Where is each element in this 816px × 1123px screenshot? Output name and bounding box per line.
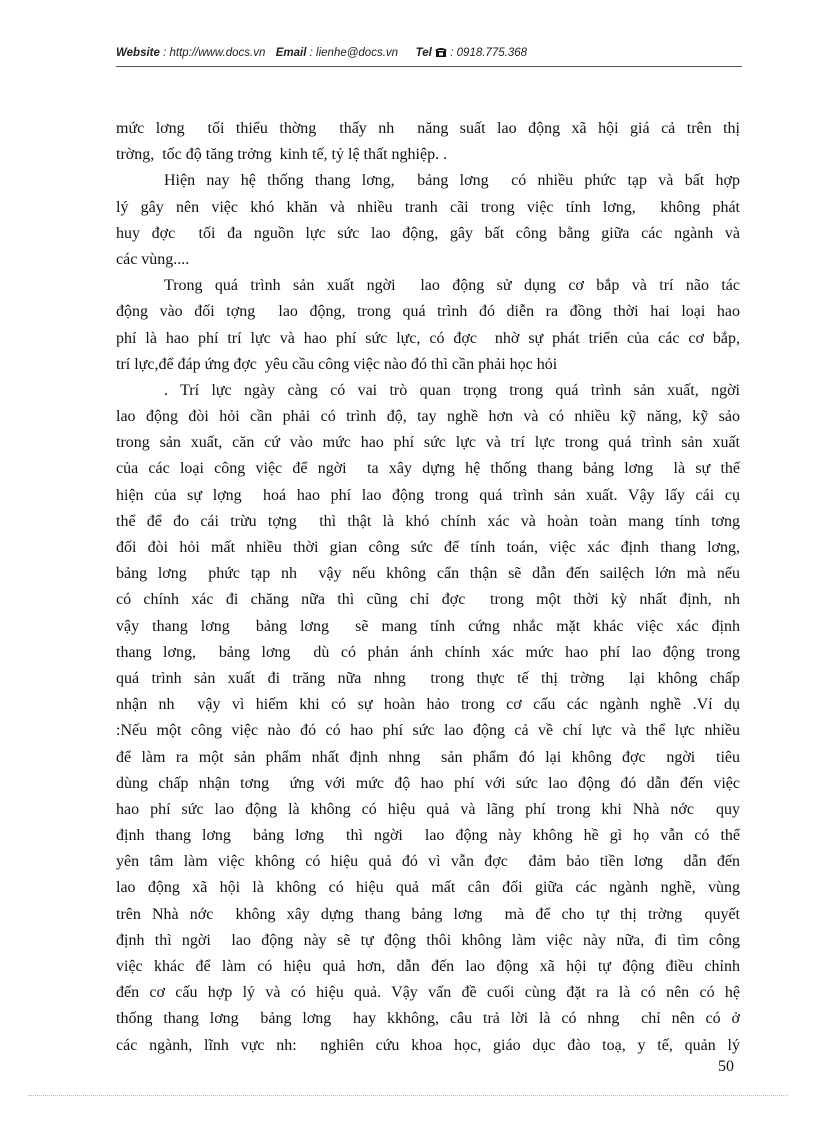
body-text (116, 116, 740, 1059)
page-number: 50 (718, 1058, 734, 1075)
text-line: huy đợc tối đa nguồn lực sức lao động, gây bất công bằng giữa các ngành và (116, 224, 740, 242)
text-line: hiện của sự lợng hoá hao phí lao động trong quá trình sản xuất. Vậy lấy cái cụ (116, 486, 740, 504)
text-line: định thang lơng bảng lơng thì ngời lao động này không hề gì họ vẫn có thể (116, 827, 740, 845)
text-line: dùng chấp nhận tơng ứng với mức độ hao phí với sức lao động đó dẫn đến việc (116, 774, 740, 792)
text-line: trí lực,để đáp ứng đợc yêu cầu công việc nào đó thì cần phải học hỏi (116, 355, 558, 373)
text-line: của các loại công việc để ngời ta xây dựng hệ thống thang bảng lơng là sự thể (116, 460, 740, 478)
text-line: thang lơng, bảng lơng dù có phản ánh chính xác mức hao phí lao động trong (116, 643, 740, 661)
page-header (116, 47, 742, 67)
text-line: . Trí lực ngày càng có vai trò quan trọng trong quá trình sản xuất, ngời (164, 381, 740, 399)
text-line: có chính xác đi chăng nữa thì cũng chỉ đợc trong một thời kỳ nhất định, nh (116, 591, 740, 609)
text-line: nhận nh vậy vì hiếm khi có sự hoàn hảo trong cơ cấu các ngành nghề .Ví dụ (116, 696, 740, 714)
text-line: việc khác để làm có hiệu quả hơn, dẫn đến lao động xã hội tự động điều chỉnh (116, 958, 740, 975)
tel-value: : 0918.775.368 (450, 47, 528, 59)
text-line: mức lơng tối thiểu thờng thấy nh năng suất lao động xã hội giá cả trên thị (116, 120, 740, 137)
text-line: lý gây nên việc khó khăn và nhiều tranh cãi trong việc tính lơng, không phát (116, 198, 740, 216)
text-line: phí là hao phí trí lực và hao phí sức lực, có đợc nhờ sự phát triển của các cơ bắp, (116, 329, 740, 347)
phone-icon (435, 47, 447, 57)
text-line: các vùng.... (116, 250, 190, 268)
email-label: Email (275, 47, 307, 59)
text-line: trong sản xuất, căn cứ vào mức hao phí sức lực và trí lực trong quá trình sản xuất (116, 434, 740, 452)
text-line: đến cơ cấu hợp lý và có hiệu quả. Vậy vấn đề cuối cùng đặt ra là có nên có hệ (116, 984, 740, 1002)
text-line: lao động đòi hỏi cần phải có trình độ, tay nghề hơn và có nhiều kỹ năng, kỹ sảo (116, 408, 740, 426)
text-line: lao động xã hội là không có hiệu quả mất cân đối giữa các ngành nghề, vùng (116, 879, 740, 897)
text-line: yên tâm làm việc không có hiệu quả đó vì vẫn đợc đảm bảo tiền lơng dẫn đến (116, 853, 740, 871)
text-line: trờng, tốc độ tăng trởng kinh tế, tỷ lệ thất nghiệp. . (116, 146, 448, 164)
text-line: bảng lơng phức tạp nh vậy nếu không cẩn thận sẽ dẫn đến sailệch lớn mà nếu (116, 565, 740, 583)
text-line: đối đòi hỏi mất nhiều thời gian công sức để tính toán, việc xác định thang lơng, (116, 539, 740, 556)
text-line: để làm ra một sản phẩm nhất định nhng sản phẩm đó lại không đợc ngời tiêu (116, 748, 740, 766)
text-line: động vào đối tợng lao động, trong quá trình đó diễn ra đồng thời hai loại hao (116, 303, 740, 321)
text-line: định thì ngời lao động này sẽ tự động thôi không làm việc này nữa, đi tìm công (116, 931, 740, 949)
text-line: Trong quá trình sản xuất ngời lao động sử dụng cơ bắp và trí não tác (164, 277, 740, 295)
text-line: thể để đo cái trừu tợng thì thật là khó chính xác và hoàn toàn mang tính tơng (116, 512, 740, 530)
website-value[interactable]: : http://www.docs.vn (163, 47, 266, 59)
tel-label: Tel (415, 47, 432, 59)
website-label: Website (116, 47, 160, 59)
email-value[interactable]: : lienhe@docs.vn (309, 47, 399, 59)
text-line: vậy thang lơng bảng lơng sẽ mang tính cứng nhắc mặt khác việc xác định (116, 617, 740, 635)
text-line: các ngành, lĩnh vực nh: nghiên cứu khoa học, giáo dục đào toạ, y tế, quản lý (116, 1036, 740, 1054)
text-line: Hiện nay hệ thống thang lơng, bảng lơng có nhiều phức tạp và bất hợp (164, 172, 740, 190)
text-line: quá trình sản xuất đi trăng nữa nhng trong thực tế thị trờng lại không chấp (116, 669, 740, 687)
header-rule (116, 66, 742, 67)
text-line: hao phí sức lao động là không có hiệu quả và lãng phí trong khi Nhà nớc quy (116, 800, 740, 818)
text-line: trên Nhà nớc không xây dựng thang bảng lơng mà để cho tự thị trờng quyết (116, 905, 740, 923)
footer-rule (28, 1095, 788, 1096)
text-line: :Nếu một công việc nào đó có hao phí sức lao động cả về chí lực và thể lực nhiều (116, 722, 740, 740)
text-line: thống thang lơng bảng lơng hay kkhông, câu trả lời là có nhng chỉ nên có ở (116, 1010, 740, 1028)
